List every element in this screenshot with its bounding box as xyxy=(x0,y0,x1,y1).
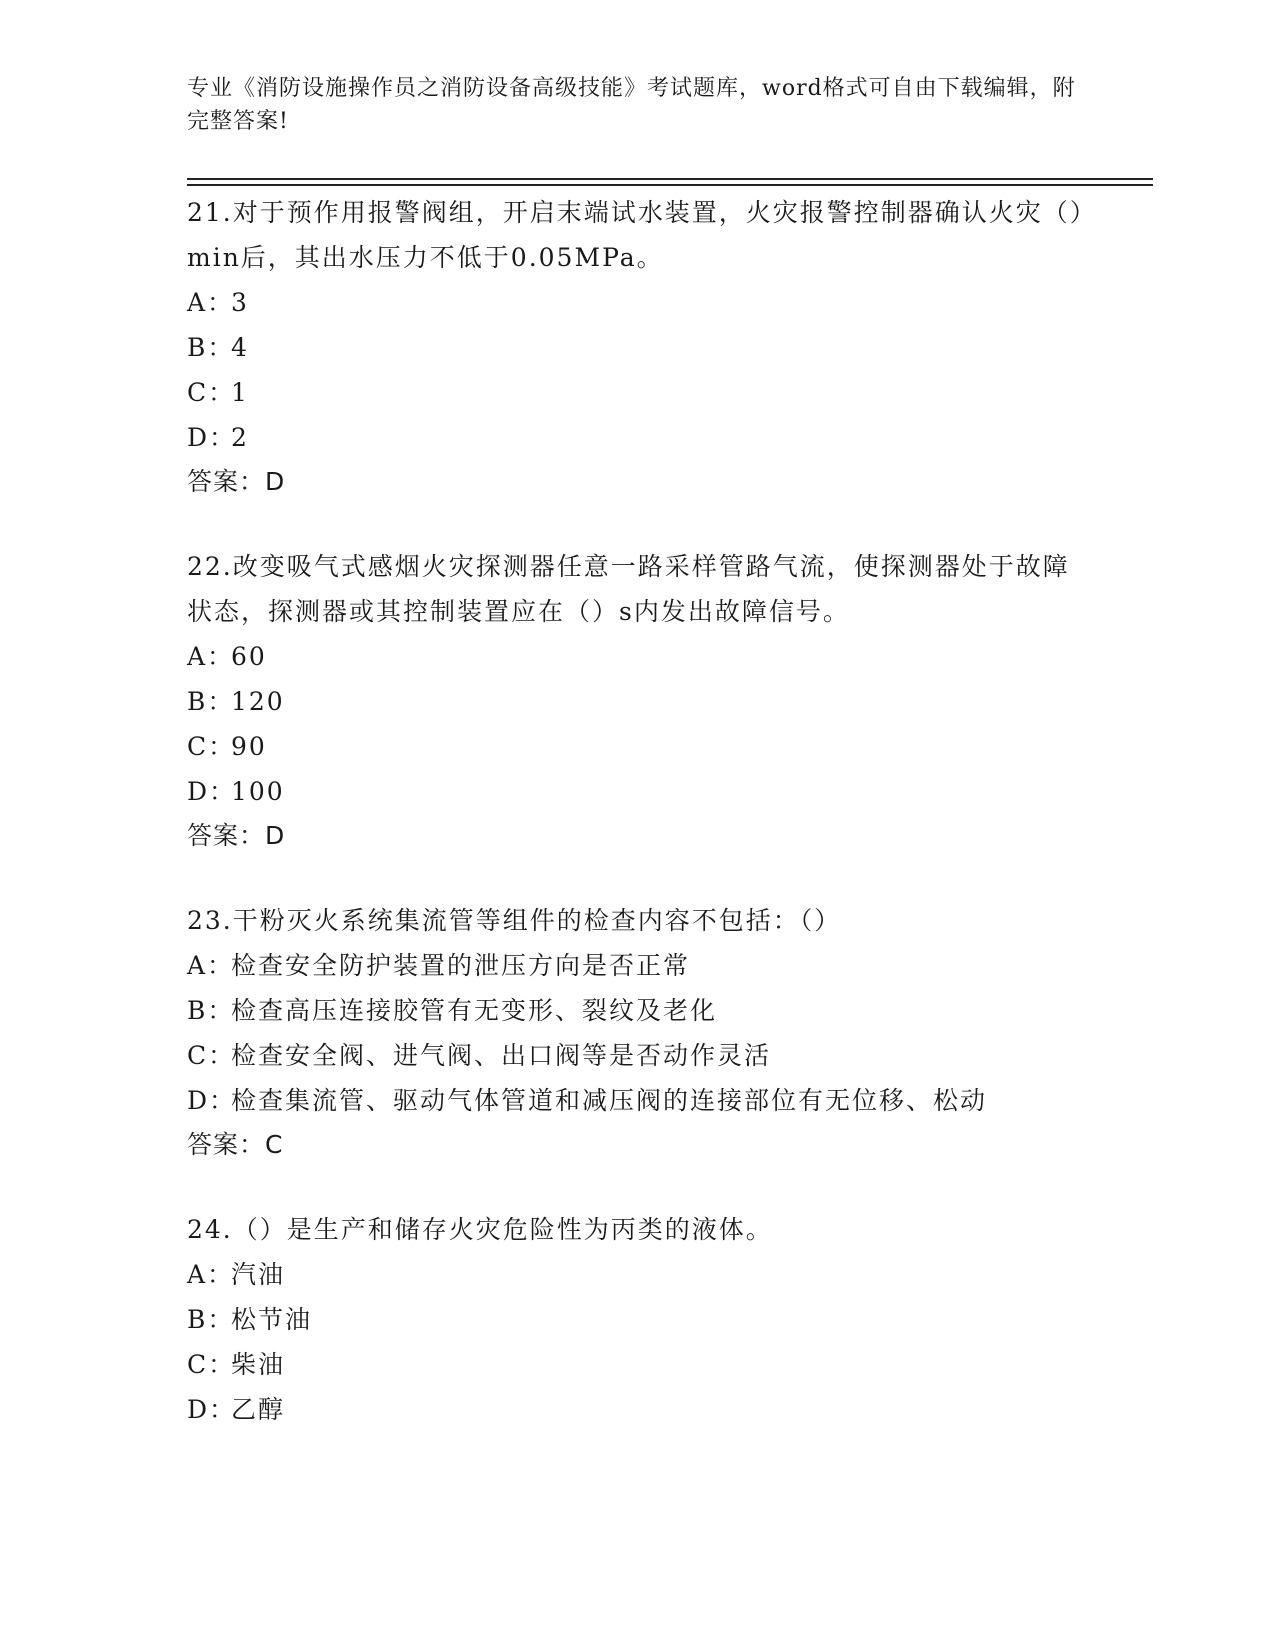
option-text: 检查高压连接胶管有无变形、裂纹及老化 xyxy=(231,996,718,1025)
option-text: 检查集流管、驱动气体管道和减压阀的连接部位有无位移、松动 xyxy=(231,1086,988,1115)
question-text: 22.改变吸气式感烟火灾探测器任意一路采样管路气流，使探测器处于故障状态，探测器或其控制装置应在（）s内发出故障信号。 xyxy=(187,552,1070,626)
question-text: 24.（）是生产和储存火灾危险性为丙类的液体。 xyxy=(187,1215,773,1244)
option-letter: A： xyxy=(187,642,235,671)
option-text: 1 xyxy=(231,378,249,407)
question-list xyxy=(187,190,1087,1472)
option-text: 90 xyxy=(231,732,267,761)
option-letter: C： xyxy=(187,1041,236,1070)
question-21 xyxy=(187,190,1087,504)
option-letter: A： xyxy=(187,1260,235,1289)
option-a xyxy=(187,634,1087,679)
option-letter: A： xyxy=(187,288,235,317)
header-divider-bottom xyxy=(187,184,1153,186)
option-a xyxy=(187,943,1087,988)
option-text: 100 xyxy=(231,777,285,806)
option-letter: C： xyxy=(187,1350,236,1379)
option-d xyxy=(187,1078,1087,1123)
question-23 xyxy=(187,898,1087,1167)
option-text: 120 xyxy=(231,687,285,716)
option-a xyxy=(187,1252,1087,1297)
option-letter: B： xyxy=(187,996,235,1025)
option-text: 检查安全阀、进气阀、出口阀等是否动作灵活 xyxy=(231,1041,772,1070)
option-letter: B： xyxy=(187,333,235,362)
option-letter: D： xyxy=(187,1395,237,1424)
answer-line: 答案：D xyxy=(187,467,286,496)
option-c xyxy=(187,1342,1087,1387)
option-letter: C： xyxy=(187,378,236,407)
option-b xyxy=(187,325,1087,370)
question-text: 21.对于预作用报警阀组，开启末端试水装置，火灾报警控制器确认火灾（）min后，其出水压力不低于0.05MPa。 xyxy=(187,198,1085,272)
option-b xyxy=(187,1297,1087,1342)
option-b xyxy=(187,988,1087,1033)
option-text: 60 xyxy=(231,642,267,671)
question-24 xyxy=(187,1207,1087,1432)
option-c xyxy=(187,1033,1087,1078)
option-d xyxy=(187,769,1087,814)
option-letter: B： xyxy=(187,687,235,716)
answer-line: 答案：C xyxy=(187,1130,284,1159)
option-letter: D： xyxy=(187,423,237,452)
option-d xyxy=(187,1387,1087,1432)
option-a xyxy=(187,280,1087,325)
option-letter: D： xyxy=(187,1086,237,1115)
option-b xyxy=(187,679,1087,724)
answer-line: 答案：D xyxy=(187,821,286,850)
option-text: 2 xyxy=(231,423,249,452)
document-header: 专业《消防设施操作员之消防设备高级技能》考试题库，word格式可自由下载编辑，附完整答案! xyxy=(187,76,1076,134)
option-text: 柴油 xyxy=(231,1350,286,1379)
option-c xyxy=(187,370,1087,415)
option-text: 乙醇 xyxy=(231,1395,286,1424)
option-letter: D： xyxy=(187,777,237,806)
option-text: 汽油 xyxy=(231,1260,286,1289)
option-text: 松节油 xyxy=(231,1305,313,1334)
header-divider-top xyxy=(187,178,1153,180)
option-c xyxy=(187,724,1087,769)
option-letter: A： xyxy=(187,951,235,980)
option-d xyxy=(187,415,1087,460)
option-text: 检查安全防护装置的泄压方向是否正常 xyxy=(231,951,691,980)
question-text: 23.干粉灭火系统集流管等组件的检查内容不包括：（） xyxy=(187,906,842,935)
option-text: 3 xyxy=(231,288,249,317)
question-22 xyxy=(187,544,1087,858)
option-letter: B： xyxy=(187,1305,235,1334)
option-letter: C： xyxy=(187,732,236,761)
option-text: 4 xyxy=(231,333,249,362)
